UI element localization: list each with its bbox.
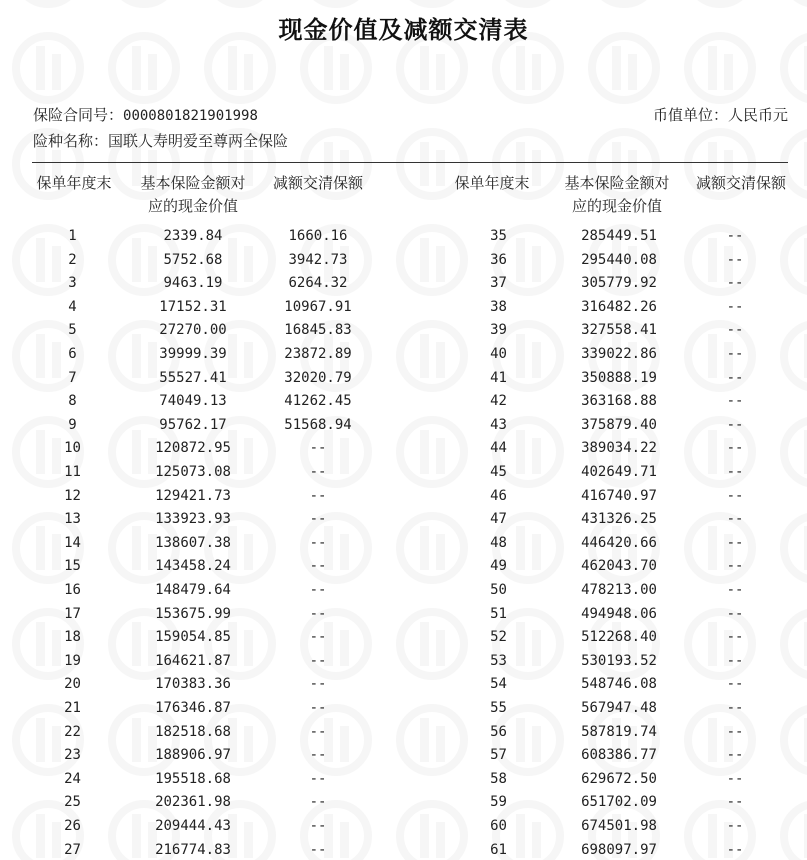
right-row-paid-up: -- xyxy=(726,582,744,598)
left-row-year: 19 xyxy=(64,652,81,669)
right-row-paid-up: -- xyxy=(726,558,744,575)
right-row-cash-value: 548746.08 xyxy=(581,676,657,693)
left-row-paid-up: 32020.79 xyxy=(284,369,352,386)
right-row-cash-value: 674501.98 xyxy=(581,818,657,834)
left-row-cash-value: 9463.19 xyxy=(163,275,223,292)
left-row-paid-up: -- xyxy=(309,723,327,740)
right-header-paid-up: 减额交清保额 xyxy=(695,174,786,192)
right-row-year: 59 xyxy=(490,794,507,811)
left-row-year: 4 xyxy=(68,298,77,315)
left-row-cash-value: 5752.68 xyxy=(163,251,223,268)
right-row-cash-value: 339022.86 xyxy=(581,346,657,362)
right-row-cash-value: 567947.48 xyxy=(581,700,657,716)
left-row-year: 11 xyxy=(64,464,81,480)
right-row-cash-value: 389034.22 xyxy=(581,440,657,457)
right-row-year: 56 xyxy=(490,723,507,740)
left-row-paid-up: 10967.91 xyxy=(284,298,352,315)
left-row-year: 26 xyxy=(64,818,81,834)
right-row-paid-up: -- xyxy=(726,464,744,480)
left-row-year: 22 xyxy=(64,723,81,740)
right-row-year: 42 xyxy=(490,393,507,410)
right-row-cash-value: 402649.71 xyxy=(581,464,657,480)
left-row-cash-value: 159054.85 xyxy=(155,629,231,646)
right-row-cash-value: 327558.41 xyxy=(581,322,657,339)
right-row-cash-value: 651702.09 xyxy=(581,794,657,811)
right-row-year: 39 xyxy=(490,322,507,339)
left-row-year: 3 xyxy=(68,275,77,292)
right-row-year: 36 xyxy=(490,251,507,268)
right-row-cash-value: 305779.92 xyxy=(581,275,657,292)
left-row-cash-value: 27270.00 xyxy=(159,322,227,339)
left-row-year: 21 xyxy=(64,700,81,716)
product-name-value: 国联人寿明爱至尊两全保险 xyxy=(108,132,289,150)
right-row-year: 46 xyxy=(490,487,507,504)
left-header-cash-value-line2: 应的现金价值 xyxy=(147,197,238,215)
right-row-paid-up: -- xyxy=(726,511,744,528)
left-row-cash-value: 216774.83 xyxy=(155,841,231,858)
left-row-paid-up: -- xyxy=(309,605,327,622)
right-row-cash-value: 530193.52 xyxy=(581,652,657,669)
left-row-year: 23 xyxy=(64,747,81,764)
left-row-paid-up: 41262.45 xyxy=(284,393,352,410)
right-row-year: 49 xyxy=(490,558,507,575)
right-row-year: 57 xyxy=(490,747,507,764)
left-row-cash-value: 164621.87 xyxy=(155,652,231,669)
left-row-paid-up: -- xyxy=(309,652,327,669)
right-row-paid-up: -- xyxy=(726,298,744,315)
left-row-paid-up: -- xyxy=(309,558,327,575)
right-row-year: 55 xyxy=(490,700,507,716)
right-row-paid-up: -- xyxy=(726,275,744,292)
left-row-paid-up: -- xyxy=(309,770,327,787)
left-row-year: 1 xyxy=(68,228,77,244)
right-row-year: 43 xyxy=(490,416,507,433)
right-row-year: 45 xyxy=(490,464,507,480)
right-row-year: 37 xyxy=(490,275,507,292)
left-row-paid-up: -- xyxy=(309,629,327,646)
right-row-paid-up: -- xyxy=(726,747,744,764)
right-header-year: 保单年度末 xyxy=(454,174,530,192)
left-row-year: 16 xyxy=(64,582,81,598)
left-row-year: 5 xyxy=(68,322,77,339)
left-row-paid-up: -- xyxy=(309,700,327,716)
right-row-cash-value: 587819.74 xyxy=(581,723,657,740)
right-row-year: 35 xyxy=(490,228,507,244)
left-row-year: 12 xyxy=(64,487,81,504)
right-row-cash-value: 350888.19 xyxy=(581,369,657,386)
right-row-paid-up: -- xyxy=(726,346,744,362)
left-row-paid-up: -- xyxy=(309,440,327,457)
left-row-year: 20 xyxy=(64,676,81,693)
left-row-paid-up: -- xyxy=(309,818,327,834)
left-row-cash-value: 120872.95 xyxy=(155,440,231,457)
right-row-paid-up: -- xyxy=(726,534,744,551)
left-row-cash-value: 188906.97 xyxy=(155,747,231,764)
left-row-cash-value: 170383.36 xyxy=(155,676,231,693)
left-row-year: 10 xyxy=(64,440,81,457)
right-row-paid-up: -- xyxy=(726,818,744,834)
right-row-year: 60 xyxy=(490,818,507,834)
left-row-cash-value: 176346.87 xyxy=(155,700,231,716)
left-row-cash-value: 153675.99 xyxy=(155,605,231,622)
right-row-cash-value: 363168.88 xyxy=(581,393,657,410)
left-row-paid-up: -- xyxy=(309,487,327,504)
left-row-year: 27 xyxy=(64,841,81,858)
left-row-cash-value: 39999.39 xyxy=(159,346,227,362)
left-row-paid-up: 6264.32 xyxy=(288,275,348,292)
left-row-paid-up: 51568.94 xyxy=(284,416,352,433)
right-row-year: 47 xyxy=(490,511,507,528)
left-row-year: 2 xyxy=(68,251,77,268)
right-row-cash-value: 375879.40 xyxy=(581,416,657,433)
left-row-year: 15 xyxy=(64,558,81,575)
right-row-year: 52 xyxy=(490,629,507,646)
left-row-cash-value: 143458.24 xyxy=(155,558,231,575)
left-row-year: 7 xyxy=(68,369,77,386)
right-row-year: 38 xyxy=(490,298,507,315)
left-row-year: 18 xyxy=(64,629,81,646)
left-row-cash-value: 129421.73 xyxy=(155,487,231,504)
right-row-year: 44 xyxy=(490,440,507,457)
right-header-cash-value-line2: 应的现金价值 xyxy=(571,197,662,215)
left-row-paid-up: -- xyxy=(309,841,327,858)
contract-number-label: 保险合同号： xyxy=(33,106,124,124)
right-row-cash-value: 316482.26 xyxy=(581,298,657,315)
right-row-cash-value: 446420.66 xyxy=(581,534,657,551)
right-row-cash-value: 608386.77 xyxy=(581,747,657,764)
right-row-cash-value: 416740.97 xyxy=(581,487,657,504)
left-row-cash-value: 95762.17 xyxy=(159,416,227,433)
right-row-paid-up: -- xyxy=(726,652,744,669)
left-row-year: 8 xyxy=(68,393,77,410)
left-row-paid-up: -- xyxy=(309,794,327,811)
right-row-year: 40 xyxy=(490,346,507,362)
right-row-paid-up: -- xyxy=(726,440,744,457)
left-header-year: 保单年度末 xyxy=(36,174,112,192)
right-row-paid-up: -- xyxy=(726,228,744,244)
right-row-year: 41 xyxy=(490,369,507,386)
right-row-cash-value: 295440.08 xyxy=(581,251,657,268)
left-row-cash-value: 125073.08 xyxy=(155,464,231,480)
left-row-cash-value: 195518.68 xyxy=(155,770,231,787)
currency-unit-label: 币值单位： xyxy=(652,106,728,124)
right-row-paid-up: -- xyxy=(726,770,744,787)
left-row-cash-value: 148479.64 xyxy=(155,582,231,598)
right-row-cash-value: 285449.51 xyxy=(581,228,657,244)
left-row-cash-value: 133923.93 xyxy=(155,511,231,528)
document-title: 现金价值及减额交清表 xyxy=(278,16,529,44)
right-row-paid-up: -- xyxy=(726,605,744,622)
right-row-paid-up: -- xyxy=(726,416,744,433)
right-row-cash-value: 512268.40 xyxy=(581,629,657,646)
left-row-cash-value: 74049.13 xyxy=(159,393,227,410)
right-row-paid-up: -- xyxy=(726,393,744,410)
right-row-year: 53 xyxy=(490,652,507,669)
currency-unit-value: 人民币元 xyxy=(727,106,788,124)
left-row-year: 25 xyxy=(64,794,81,811)
left-row-cash-value: 182518.68 xyxy=(155,723,231,740)
right-row-cash-value: 478213.00 xyxy=(581,582,657,598)
left-row-cash-value: 209444.43 xyxy=(155,818,231,834)
contract-number-value: 0000801821901998 xyxy=(123,108,258,124)
right-row-year: 50 xyxy=(490,582,507,598)
left-row-paid-up: -- xyxy=(309,582,327,598)
left-row-cash-value: 17152.31 xyxy=(159,298,227,315)
right-row-cash-value: 629672.50 xyxy=(581,770,657,787)
left-header-cash-value-line1: 基本保险金额对 xyxy=(140,174,246,192)
left-row-cash-value: 2339.84 xyxy=(163,228,223,244)
left-row-paid-up: 3942.73 xyxy=(288,251,348,268)
right-row-paid-up: -- xyxy=(726,369,744,386)
left-row-paid-up: -- xyxy=(309,747,327,764)
right-row-cash-value: 494948.06 xyxy=(581,605,657,622)
left-row-paid-up: -- xyxy=(309,511,327,528)
left-header-paid-up: 减额交清保额 xyxy=(272,174,363,192)
right-row-year: 61 xyxy=(490,841,507,858)
left-row-paid-up: 16845.83 xyxy=(284,322,352,339)
left-row-year: 14 xyxy=(64,534,81,551)
right-row-year: 48 xyxy=(490,534,507,551)
right-row-paid-up: -- xyxy=(726,841,744,858)
right-row-paid-up: -- xyxy=(726,723,744,740)
left-row-paid-up: 1660.16 xyxy=(288,228,348,244)
right-row-cash-value: 431326.25 xyxy=(581,511,657,528)
right-row-paid-up: -- xyxy=(726,794,744,811)
right-row-year: 58 xyxy=(490,770,507,787)
right-row-paid-up: -- xyxy=(726,676,744,693)
left-row-paid-up: 23872.89 xyxy=(284,346,352,362)
right-row-cash-value: 698097.97 xyxy=(581,841,657,858)
right-row-paid-up: -- xyxy=(726,251,744,268)
left-row-year: 24 xyxy=(64,770,81,787)
right-row-paid-up: -- xyxy=(726,700,744,716)
left-row-paid-up: -- xyxy=(309,464,327,480)
right-row-cash-value: 462043.70 xyxy=(581,558,657,575)
left-row-year: 9 xyxy=(68,416,77,433)
right-row-paid-up: -- xyxy=(726,322,744,339)
right-row-paid-up: -- xyxy=(726,487,744,504)
left-row-cash-value: 202361.98 xyxy=(155,794,231,811)
right-row-year: 51 xyxy=(490,605,507,622)
left-row-cash-value: 138607.38 xyxy=(155,534,231,551)
left-row-paid-up: -- xyxy=(309,676,327,693)
right-header-cash-value-line1: 基本保险金额对 xyxy=(564,174,670,192)
right-row-paid-up: -- xyxy=(726,629,744,646)
right-row-year: 54 xyxy=(490,676,507,693)
left-row-paid-up: -- xyxy=(309,534,327,551)
left-row-year: 13 xyxy=(64,511,81,528)
left-row-year: 17 xyxy=(64,605,81,622)
left-row-cash-value: 55527.41 xyxy=(159,369,227,386)
product-name-label: 险种名称： xyxy=(33,132,109,150)
left-row-year: 6 xyxy=(68,346,77,362)
